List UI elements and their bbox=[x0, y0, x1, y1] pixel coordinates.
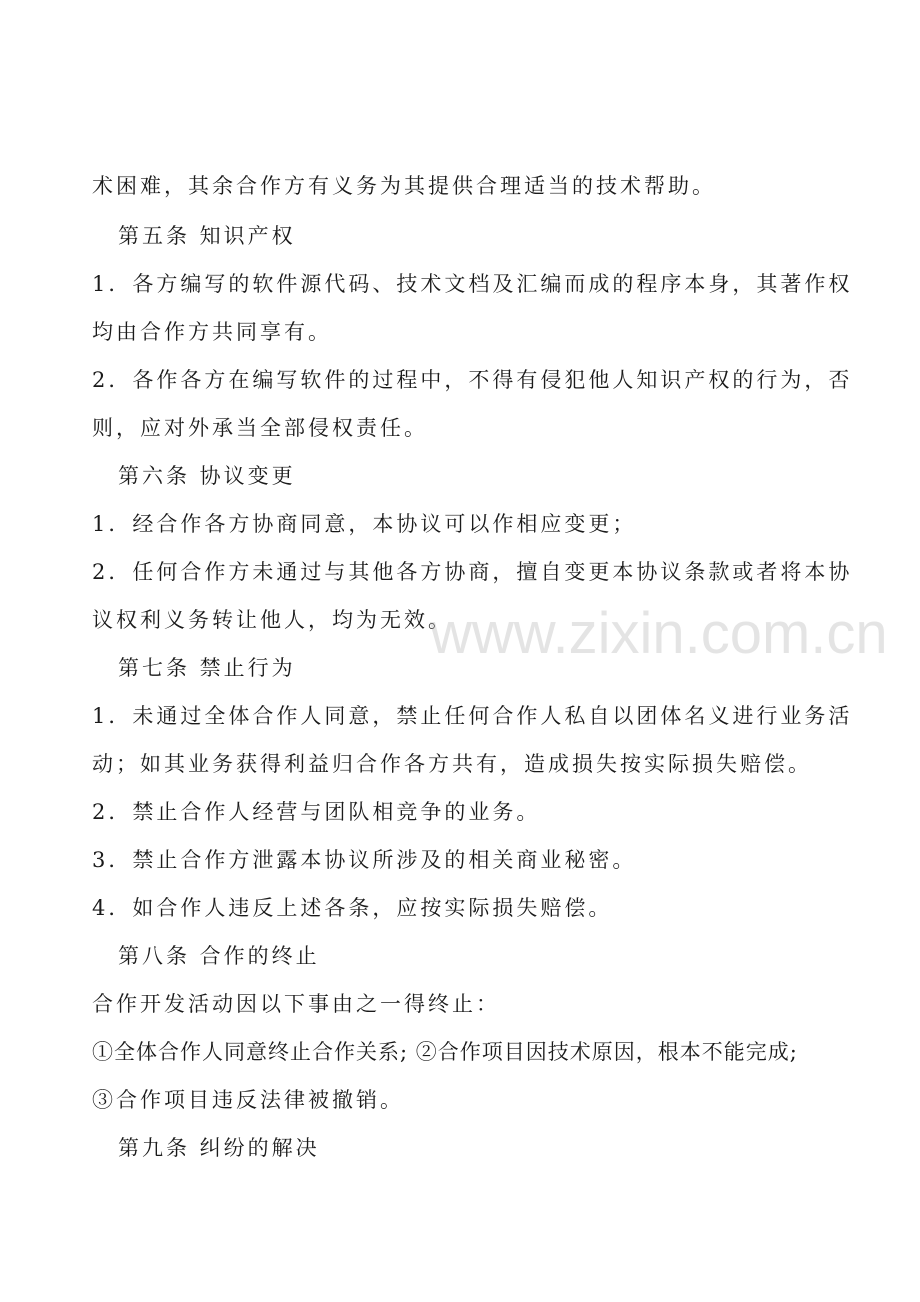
paragraph-line: 2．禁止合作人经营与团队相竞争的业务。 bbox=[92, 800, 541, 824]
paragraph-line: ①全体合作人同意终止合作关系; ②合作项目因技术原因，根本不能完成; bbox=[92, 1040, 798, 1064]
section-heading: 第五条 知识产权 bbox=[118, 224, 296, 248]
section-heading: 第六条 协议变更 bbox=[118, 464, 296, 488]
paragraph-line: 议权利义务转让他人，均为无效。 bbox=[92, 608, 452, 632]
paragraph-line: 1．未通过全体合作人同意，禁止任何合作人私自以团体名义进行业务活 bbox=[92, 704, 853, 728]
paragraph-line: 2．各作各方在编写软件的过程中，不得有侵犯他人知识产权的行为，否 bbox=[92, 368, 853, 392]
watermark: www.zixin.com.cn bbox=[430, 601, 888, 666]
section-heading: 第七条 禁止行为 bbox=[118, 656, 296, 680]
paragraph-line: 1．各方编写的软件源代码、技术文档及汇编而成的程序本身，其著作权 bbox=[92, 272, 853, 296]
paragraph-line: 则，应对外承当全部侵权责任。 bbox=[92, 416, 428, 440]
paragraph-line: 2．任何合作方未通过与其他各方协商，擅自变更本协议条款或者将本协 bbox=[92, 560, 853, 584]
paragraph-line: 合作开发活动因以下事由之一得终止： bbox=[92, 992, 500, 1016]
paragraph-line: 3．禁止合作方泄露本协议所涉及的相关商业秘密。 bbox=[92, 848, 637, 872]
section-heading: 第八条 合作的终止 bbox=[118, 944, 320, 968]
paragraph-line: 1．经合作各方协商同意，本协议可以作相应变更； bbox=[92, 512, 637, 536]
paragraph-line: 术困难，其余合作方有义务为其提供合理适当的技术帮助。 bbox=[92, 174, 716, 198]
paragraph-line: ③合作项目违反法律被撤销。 bbox=[92, 1088, 404, 1112]
paragraph-line: 4．如合作人违反上述各条，应按实际损失赔偿。 bbox=[92, 896, 613, 920]
section-heading: 第九条 纠纷的解决 bbox=[118, 1136, 320, 1160]
paragraph-line: 动；如其业务获得利益归合作各方共有，造成损失按实际损失赔偿。 bbox=[92, 752, 812, 776]
paragraph-line: 均由合作方共同享有。 bbox=[92, 320, 332, 344]
